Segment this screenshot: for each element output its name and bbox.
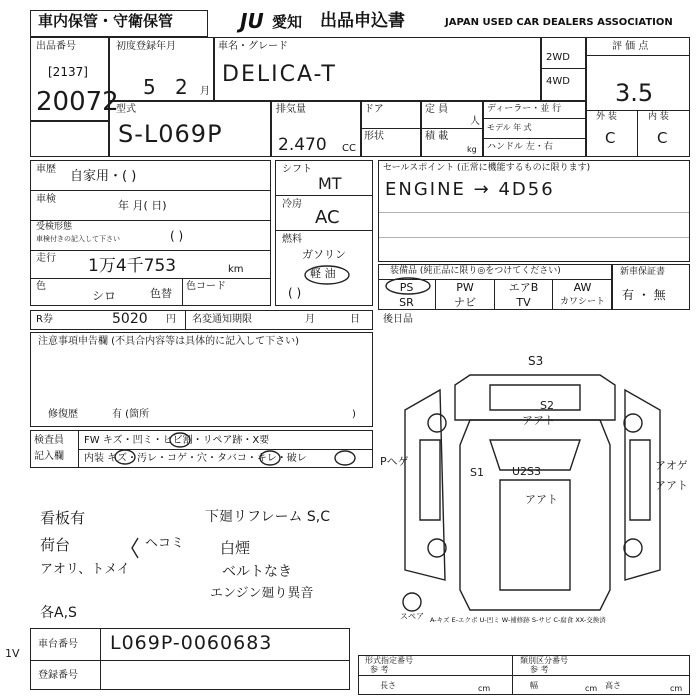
length-label: 長さ: [380, 681, 396, 690]
lot-number: 20072: [36, 87, 119, 117]
remark-left-3: アオリ、トメイ: [40, 562, 130, 577]
fuel-circle: [305, 266, 349, 284]
logo-prefecture: 愛知: [272, 13, 303, 31]
model-value: S-L069P: [118, 120, 223, 148]
expire-label: 名変通知期限: [192, 314, 252, 325]
equipment-item: SR: [378, 295, 436, 310]
receive-sub: 車検付きの記入して下さい: [36, 235, 120, 243]
inspection-value: 年 月( 日): [118, 199, 167, 212]
remark-right-3: ベルトなき: [222, 564, 292, 580]
diagram-wheel-fl: [428, 414, 446, 432]
remark-left-1: 看板有: [40, 509, 86, 527]
equipment-item: PS: [378, 280, 436, 295]
fuel-value: ガソリン: [302, 248, 346, 261]
diagram-right-note-2: アアト: [655, 479, 688, 492]
color-code-label: 色コード: [186, 281, 226, 292]
mileage-unit: km: [228, 264, 244, 275]
header-left-title: 車内保管・守衛保管: [38, 12, 174, 30]
inspector-label-2: 記入欄: [34, 451, 64, 462]
color-label: 色: [36, 281, 46, 292]
inspector-interior-line: 内装 キズ・汚レ・コゲ・穴・タバコ・キレ・破レ: [84, 453, 307, 464]
reg-number-label: 登録番号: [38, 670, 78, 681]
diagram-s3-top: S3: [528, 354, 544, 368]
inspector-fw-line: FW キズ・凹ミ・ヒビ割・リペア跡・X要: [84, 435, 270, 446]
interior-label: 内 装: [648, 112, 669, 122]
exterior-label: 外 装: [596, 112, 617, 122]
registration-month: 2: [175, 75, 188, 99]
registration-year: 5: [143, 75, 156, 99]
class-number-ref: 参 考: [530, 665, 549, 674]
diagram-wheel-rl: [428, 539, 446, 557]
displacement-unit: CC: [342, 143, 356, 154]
remark-right-2: 白煙: [220, 539, 251, 557]
load-label: 積 載: [425, 131, 449, 142]
car-name: DELICA-T: [222, 62, 337, 87]
equipment-item: TV: [495, 295, 553, 310]
width-unit: cm: [585, 684, 598, 693]
type-spec-label: 形式指定番号: [365, 656, 413, 665]
sales-point-value: ENGINE → 4D56: [385, 179, 555, 200]
shift-label: シフト: [282, 164, 312, 175]
notes-label: 注意事項申告欄 (不具合内容等は具体的に記入して下さい): [38, 336, 299, 347]
remark-right-1: 下廻リフレーム S,C: [205, 509, 331, 525]
capacity-unit: 人: [470, 116, 480, 127]
displacement-label: 排気量: [276, 104, 306, 115]
damage-legend: A-キズ E-エクボ U-凹ミ W-補修跡 S-サビ C-腐食 XX-交換済: [430, 616, 606, 624]
interior-grade: C: [657, 129, 668, 147]
diagram-ahto-2: アアト: [525, 493, 558, 506]
equipment-item: カワシート: [559, 297, 605, 307]
diagram-ahto-1: アアト: [522, 414, 555, 427]
recycle-unit: 円: [166, 314, 176, 325]
diagram-wheel-rr: [624, 539, 642, 557]
remark-left-2b: ヘコミ: [145, 536, 185, 551]
height-label: 高さ: [605, 681, 621, 690]
form-title: 出品申込書: [320, 11, 405, 31]
capacity-label: 定 員: [425, 104, 449, 115]
mileage-label: 走行: [36, 253, 56, 264]
equipment-item: ナビ: [437, 295, 495, 310]
diagram-right-note-1: アオゲ: [655, 459, 688, 472]
registration-month-unit: 月: [200, 86, 210, 97]
diagram-spare-label: スペア: [400, 612, 424, 621]
after-items-label: 後日品: [383, 314, 413, 325]
equipment-label: 装備品 (純正品に限り◎をつけてください): [390, 266, 561, 276]
diagram-s1: S1: [470, 466, 484, 479]
width-label: 幅: [530, 681, 538, 690]
remark-left-4: 各A,S: [40, 605, 77, 621]
aircon-value: AC: [315, 207, 340, 228]
diagram-body-top: [460, 420, 610, 610]
score-value: 3.5: [615, 79, 654, 107]
model-label: 型式: [116, 104, 136, 115]
repair-history-label: 修復歴: [48, 409, 78, 420]
aircon-label: 冷房: [282, 199, 302, 210]
diagram-pebu: Pヘゲ: [380, 455, 409, 468]
diagram-wheel-fr: [624, 414, 642, 432]
warranty-value: 有 ・ 無: [622, 288, 666, 302]
association-name: JAPAN USED CAR DEALERS ASSOCIATION: [445, 17, 673, 28]
equipment-item: PW: [437, 280, 495, 295]
inspection-label: 車検: [36, 194, 56, 205]
repair-history-value: 有 (箇所: [112, 409, 150, 420]
fuel-paren: ( ): [288, 286, 302, 300]
car-name-label: 車名・グレード: [218, 41, 288, 52]
score-label: 評 価 点: [612, 41, 649, 52]
handle-label: ハンドル 左・右: [487, 142, 553, 152]
mileage-value: 1万4千753: [88, 256, 177, 276]
lot-sub-number: [2137]: [48, 65, 88, 79]
height-unit: cm: [670, 684, 683, 693]
recycle-label: R券: [36, 314, 53, 325]
color-value: シロ: [92, 289, 117, 303]
fuel-options: 軽 油: [310, 267, 336, 280]
diagram-left-side: [405, 390, 445, 580]
equipment-item: AW: [573, 281, 592, 294]
ps-circle: [386, 278, 430, 294]
diagram-u2s3: U2S3: [512, 465, 542, 478]
dealer-label: ディーラー・並 行: [487, 104, 562, 114]
drive-2wd: 2WD: [546, 52, 570, 63]
drive-4wd: 4WD: [546, 76, 570, 87]
receive-label: 受検形態: [36, 222, 73, 232]
logo-mark: JU: [240, 9, 264, 33]
remark-left-2: 荷台: [40, 536, 71, 554]
model-year-label: モデル 年 式: [487, 123, 532, 132]
remark-bracket: [132, 538, 138, 558]
inspector-label-1: 検査員: [34, 435, 64, 446]
receive-value: ( ): [170, 229, 184, 243]
fuel-label: 燃料: [282, 234, 302, 245]
repair-history-close: ): [352, 409, 356, 420]
sales-point-label: セールスポイント (正常に機能するものに限ります): [383, 163, 591, 173]
equipment-item: エアB: [495, 280, 553, 295]
lot-label: 出品番号: [36, 41, 76, 52]
remark-right-4: エンジン廻り異音: [210, 586, 314, 601]
expire-day: 日: [350, 314, 360, 325]
warranty-label: 新車保証書: [620, 267, 666, 277]
diagram-spare-tire: [403, 593, 421, 611]
door-label: ドア: [364, 104, 384, 115]
class-number-label: 類別区分番号: [520, 656, 568, 665]
shift-value: MT: [318, 174, 342, 193]
load-unit: kg: [467, 145, 477, 154]
expire-month: 月: [305, 314, 315, 325]
registration-label: 初度登録年月: [116, 41, 176, 52]
displacement-value: 2.470: [278, 135, 327, 155]
history-label: 車歴: [36, 164, 56, 175]
chassis-number: L069P-0060683: [110, 632, 273, 654]
chassis-side-mark: 1V: [5, 647, 20, 660]
chassis-label: 車台番号: [38, 639, 78, 650]
shape-label: 形状: [364, 131, 384, 142]
type-spec-ref: 参 考: [370, 665, 389, 674]
history-value: 自家用・( ): [70, 169, 137, 184]
exterior-grade: C: [605, 129, 616, 147]
recycle-value: 5020: [112, 311, 148, 327]
diagram-s2: S2: [540, 399, 554, 412]
color-change-label: 色替: [150, 287, 172, 300]
length-unit: cm: [478, 684, 491, 693]
